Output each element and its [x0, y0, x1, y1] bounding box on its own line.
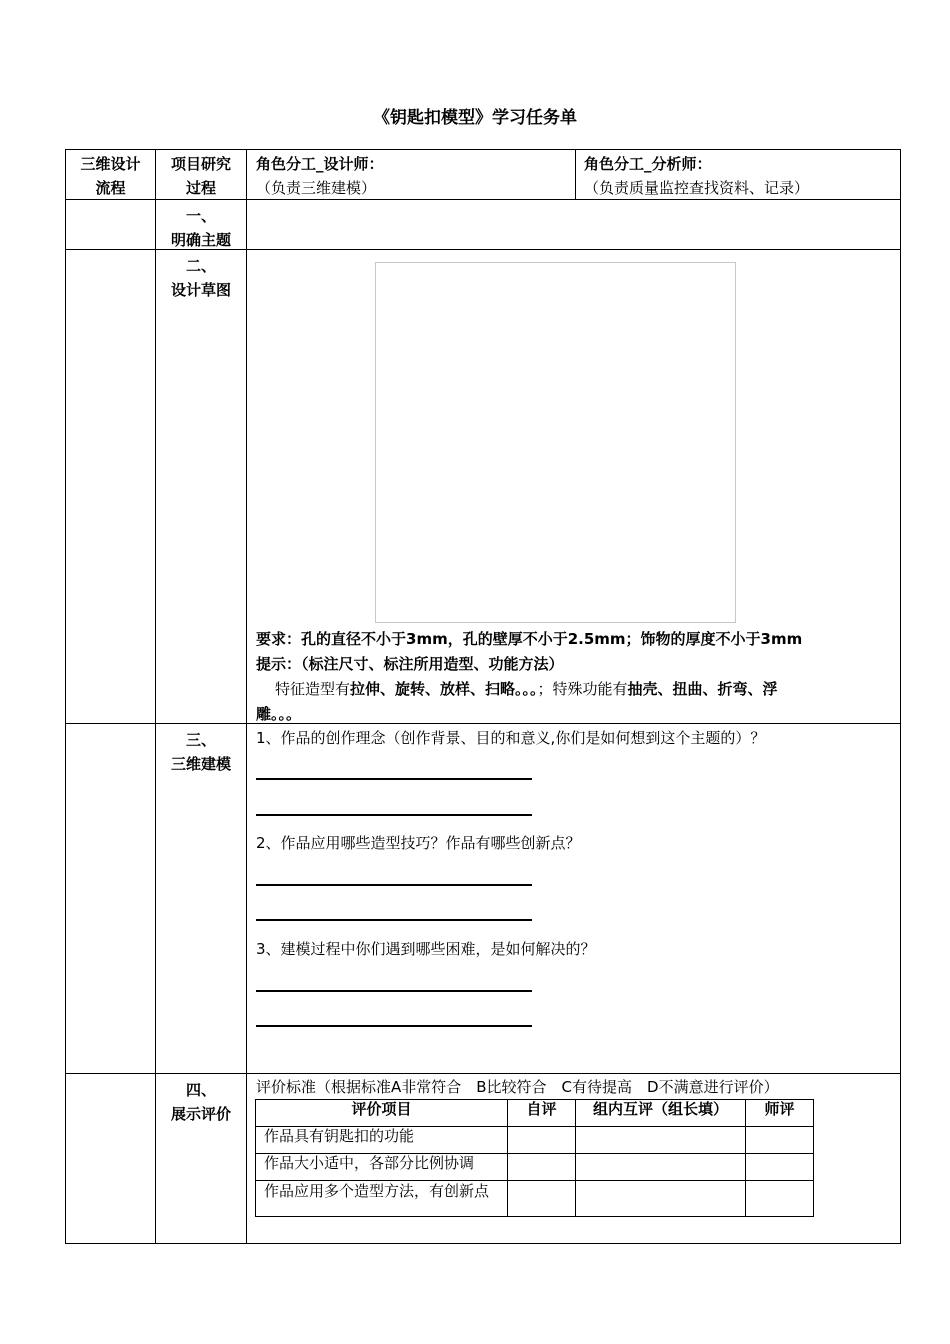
- designer-role: 角色分工_设计师： （负责三维建模）: [256, 155, 384, 197]
- analyst-role: 角色分工_分析师： （负责质量监控查找资料、记录）: [584, 155, 810, 197]
- table-header-row: [256, 1100, 814, 1127]
- col-header-item: 评价项目: [256, 1100, 508, 1127]
- answer-line[interactable]: [256, 778, 532, 780]
- question-concept: 1、作品的创作理念（创作背景、目的和意义,你们是如何想到这个主题的）？: [256, 729, 766, 747]
- question-techniques: 2、作品应用哪些造型技巧？作品有哪些创新点？: [256, 834, 581, 852]
- question-difficulties: 3、建模过程中你们遇到哪些困难，是如何解决的？: [256, 940, 596, 958]
- eval-item: 作品具有钥匙扣的功能: [256, 1127, 508, 1154]
- answer-line[interactable]: [256, 814, 532, 816]
- stage-label-modeling: 三、 三维建模: [170, 731, 231, 773]
- answer-line[interactable]: [256, 1025, 532, 1027]
- answer-line[interactable]: [256, 919, 532, 921]
- header-process: 三维设计 流程: [80, 155, 141, 197]
- sketch-box[interactable]: [375, 262, 736, 623]
- peer-score-cell[interactable]: [576, 1181, 746, 1217]
- self-score-cell[interactable]: [508, 1181, 576, 1217]
- answer-line[interactable]: [256, 990, 532, 992]
- table-row: [256, 1127, 814, 1154]
- teacher-score-cell[interactable]: [746, 1154, 814, 1181]
- teacher-score-cell[interactable]: [746, 1181, 814, 1217]
- teacher-score-cell[interactable]: [746, 1127, 814, 1154]
- evaluation-table: [255, 1099, 814, 1217]
- peer-score-cell[interactable]: [576, 1154, 746, 1181]
- answer-line[interactable]: [256, 884, 532, 886]
- stage-label-sketch: 二、 设计草图: [170, 257, 231, 299]
- self-score-cell[interactable]: [508, 1154, 576, 1181]
- sketch-hint: 提示：（标注尺寸、标注所用造型、功能方法）: [256, 655, 564, 673]
- self-score-cell[interactable]: [508, 1127, 576, 1154]
- col-header-peer: 组内互评（组长填）: [576, 1100, 746, 1127]
- table-row: [256, 1181, 814, 1217]
- eval-item: 作品应用多个造型方法，有创新点: [256, 1181, 508, 1217]
- stage-label-evaluation: 四、 展示评价: [170, 1081, 231, 1123]
- col-header-teacher: 师评: [746, 1100, 814, 1127]
- evaluation-criteria: 评价标准（根据标准A非常符合 B比较符合 C有待提高 D不满意进行评价）: [256, 1078, 779, 1096]
- document-title: 《钥匙扣模型》学习任务单: [373, 108, 577, 128]
- stage-label-theme: 一、 明确主题: [170, 207, 231, 249]
- eval-item: 作品大小适中，各部分比例协调: [256, 1154, 508, 1181]
- peer-score-cell[interactable]: [576, 1127, 746, 1154]
- sketch-requirement: 要求：孔的直径不小于3mm，孔的壁厚不小于2.5mm；饰物的厚度不小于3mm: [256, 630, 803, 648]
- col-header-self: 自评: [508, 1100, 576, 1127]
- table-row: [256, 1154, 814, 1181]
- sketch-features: 特征造型有拉伸、旋转、放样、扫略。。。；特殊功能有抽壳、扭曲、折弯、浮 雕。。。: [256, 680, 778, 723]
- header-research: 项目研究 过程: [170, 155, 231, 197]
